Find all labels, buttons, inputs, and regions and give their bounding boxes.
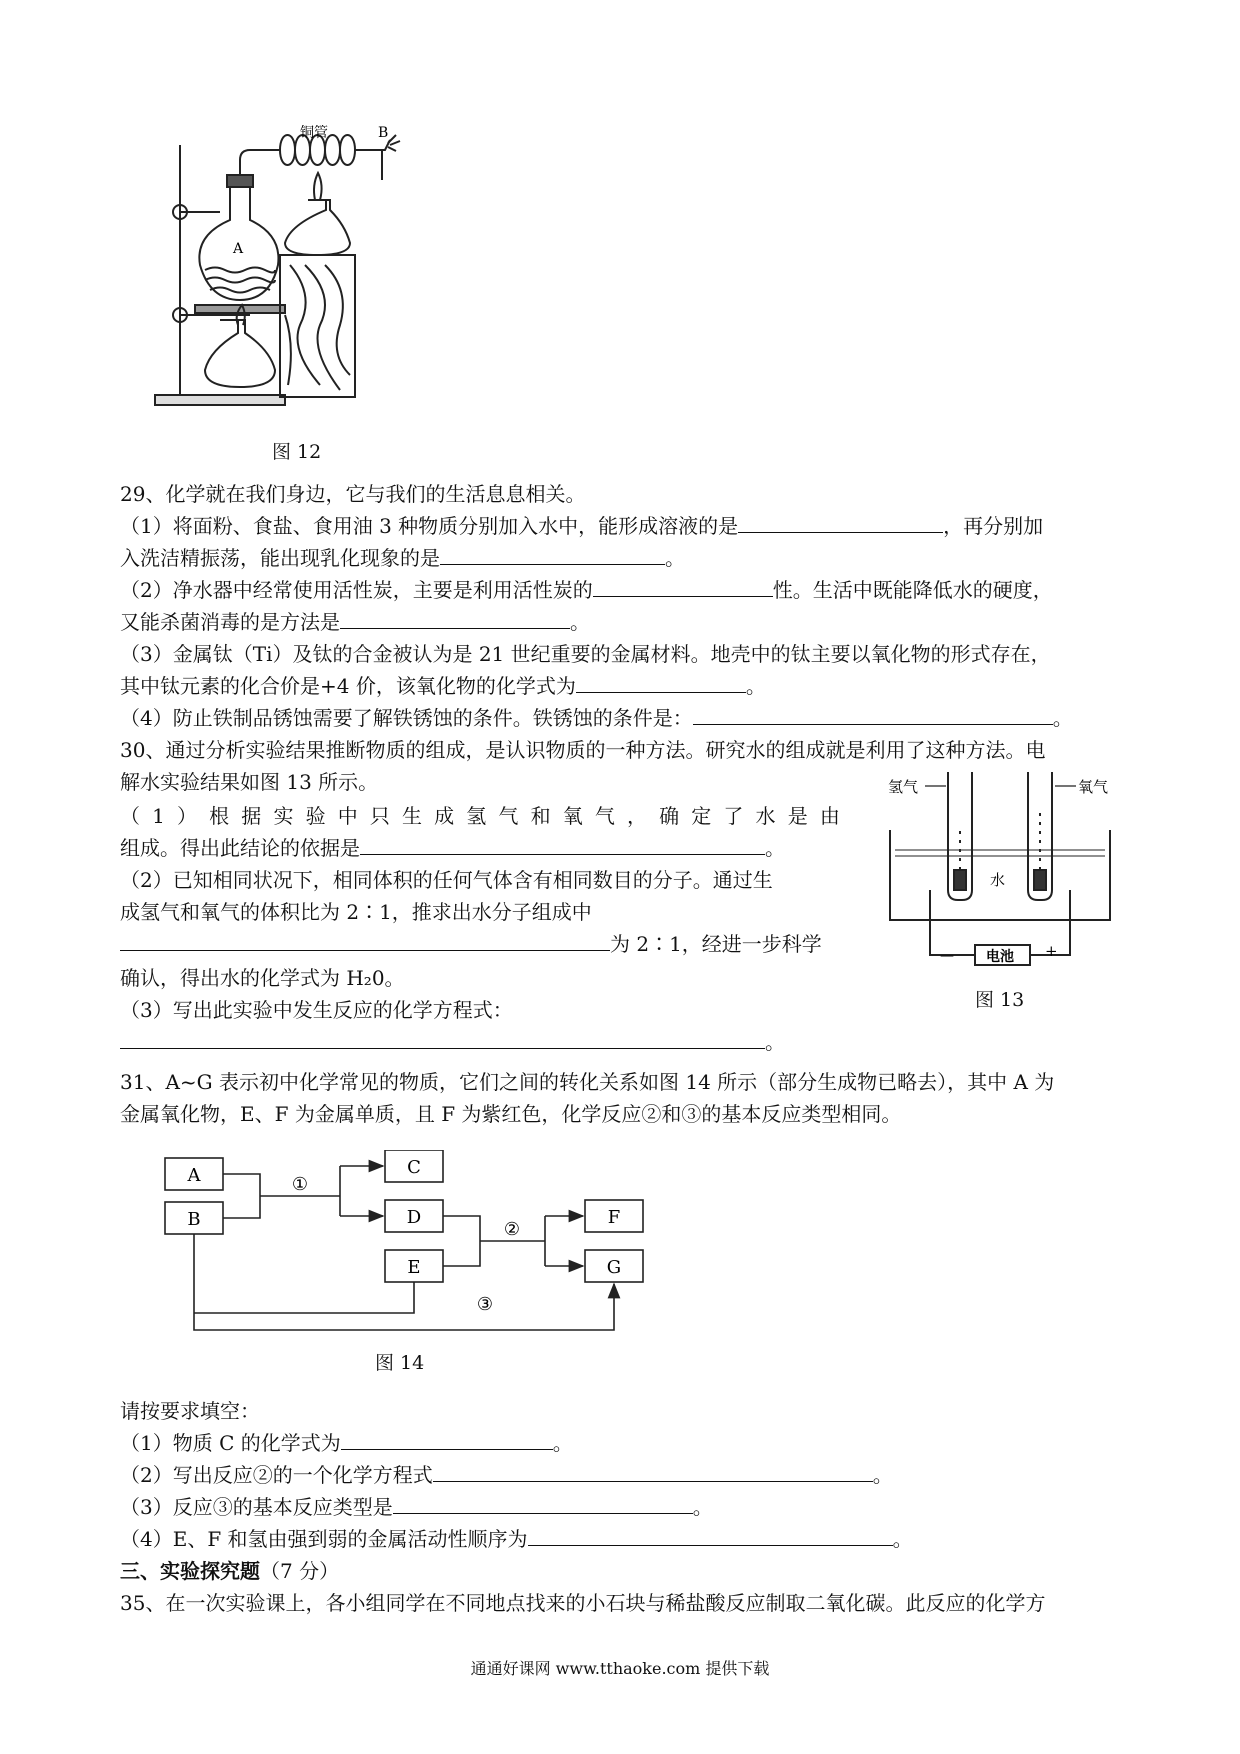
fig14-node-g: G: [606, 1257, 622, 1278]
q31-blank-1[interactable]: [341, 1427, 553, 1450]
q30-blank-2[interactable]: [120, 928, 610, 951]
fig14-reaction-3: ③: [476, 1294, 494, 1315]
q29-blank-4[interactable]: [340, 606, 570, 629]
q29-blank-5[interactable]: [576, 670, 746, 693]
q29-part3-cont: 其中钛元素的化合价是+4 价，该氧化物的化学式为 。: [120, 670, 1140, 702]
fig13-label-battery: 电池: [986, 949, 1014, 965]
fig12-label-b: B: [378, 125, 389, 141]
q29-part2: （2）净水器中经常使用活性炭，主要是利用活性炭的 性。生活中既能降低水的硬度，: [120, 574, 1140, 606]
q30-stem: 30、通过分析实验结果推断物质的组成，是认识物质的一种方法。研究水的组成就是利用了这种方法。电: [120, 738, 1046, 762]
fig14-node-c: C: [407, 1157, 421, 1178]
q30-part2-cont2: 为 2∶1，经进一步科学: [120, 928, 840, 960]
q29-part4: （4）防止铁制品锈蚀需要了解铁锈蚀的条件。铁锈蚀的条件是： 。: [120, 702, 1140, 734]
figure-12-apparatus: [150, 125, 470, 425]
q29-blank-2[interactable]: [440, 542, 665, 565]
q30-blank-1[interactable]: [360, 832, 765, 855]
fig14-reaction-1: ①: [291, 1174, 309, 1195]
q30-part2-cont: 成氢气和氧气的体积比为 2∶1，推求出水分子组成中: [120, 900, 592, 924]
fig14-node-e: E: [407, 1257, 421, 1278]
fig14-node-b: B: [187, 1209, 201, 1230]
q31-stem-cont: 金属氧化物，E、F 为金属单质，且 F 为紫红色，化学反应②和③的基本反应类型相同。: [120, 1102, 902, 1126]
fig12-label-tube: 铜管: [300, 125, 328, 141]
fig14-node-f: F: [607, 1207, 621, 1228]
fig14-node-d: D: [406, 1207, 422, 1228]
section-3-heading: 三、实验探究题（7 分）: [120, 1559, 340, 1583]
fig13-label-water: 水: [990, 871, 1006, 889]
figure-14-diagram: [160, 1150, 660, 1340]
q29-part1-cont: 入洗洁精振荡，能出现乳化现象的是 。: [120, 542, 1140, 574]
q29-blank-6[interactable]: [693, 702, 1053, 725]
q30-part2-cont3: 确认，得出水的化学式为 H₂0。: [120, 966, 405, 990]
q29-part1: （1）将面粉、食盐、食用油 3 种物质分别加入水中，能形成溶液的是 ，再分别加: [120, 510, 1140, 542]
q31-blank-4[interactable]: [528, 1523, 893, 1546]
q29-part2-cont: 又能杀菌消毒的是方法是 。: [120, 606, 1140, 638]
figure-13-caption: 图 13: [975, 989, 1025, 1011]
q31-blank-2[interactable]: [433, 1459, 873, 1482]
q31-part1: （1）物质 C 的化学式为 。: [120, 1427, 1140, 1459]
q30-blank-3[interactable]: [120, 1026, 765, 1049]
figure-14-caption: 图 14: [375, 1352, 425, 1374]
fig13-label-h2: 氢气: [888, 778, 919, 796]
fig13-label-o2: 氧气: [1078, 778, 1109, 796]
q30-stem-cont: 解水实验结果如图 13 所示。: [120, 770, 379, 794]
q31-stem: 31、A~G 表示初中化学常见的物质，它们之间的转化关系如图 14 所示（部分生成物已略去），其中 A 为: [120, 1070, 1055, 1094]
figure-13-electrolysis: [880, 770, 1120, 970]
q29-blank-3[interactable]: [593, 574, 773, 597]
fig14-reaction-2: ②: [503, 1219, 521, 1240]
q30-part3-cont: 。: [120, 1026, 840, 1058]
q29-part3: （3）金属钛（Ti）及钛的合金被认为是 21 世纪重要的金属材料。地壳中的钛主要以氧化物的形式存在，: [120, 642, 1051, 666]
page-footer: 通通好课网 www.tthaoke.com 提供下载: [470, 1659, 770, 1678]
figure-12-caption: 图 12: [272, 441, 322, 463]
q35-stem: 35、在一次实验课上，各小组同学在不同地点找来的小石块与稀盐酸反应制取二氧化碳。此反应的化学方: [120, 1591, 1046, 1615]
fig13-plus: +: [1045, 942, 1058, 960]
q29-stem: 29、化学就在我们身边，它与我们的生活息息相关。: [120, 482, 586, 506]
fig13-minus: —: [940, 948, 954, 964]
q31-part4: （4）E、F 和氢由强到弱的金属活动性顺序为 。: [120, 1523, 1140, 1555]
q31-intro: 请按要求填空：: [120, 1399, 260, 1423]
q30-part2: （2）已知相同状况下，相同体积的任何气体含有相同数目的分子。通过生: [120, 868, 773, 892]
q30-part1: （ 1 ） 根 据 实 验 中 只 生 成 氢 气 和 氧 气 ， 确 定 了 水 是 由: [120, 804, 840, 828]
q30-part1-cont: 组成。得出此结论的依据是 。: [120, 832, 840, 864]
q29-blank-1[interactable]: [738, 510, 943, 533]
q31-blank-3[interactable]: [393, 1491, 693, 1514]
q31-part2: （2）写出反应②的一个化学方程式 。: [120, 1459, 1140, 1491]
q30-part3: （3）写出此实验中发生反应的化学方程式：: [120, 998, 513, 1022]
fig12-label-a: A: [233, 241, 244, 257]
q31-part3: （3）反应③的基本反应类型是 。: [120, 1491, 1140, 1523]
fig14-node-a: A: [187, 1165, 201, 1186]
